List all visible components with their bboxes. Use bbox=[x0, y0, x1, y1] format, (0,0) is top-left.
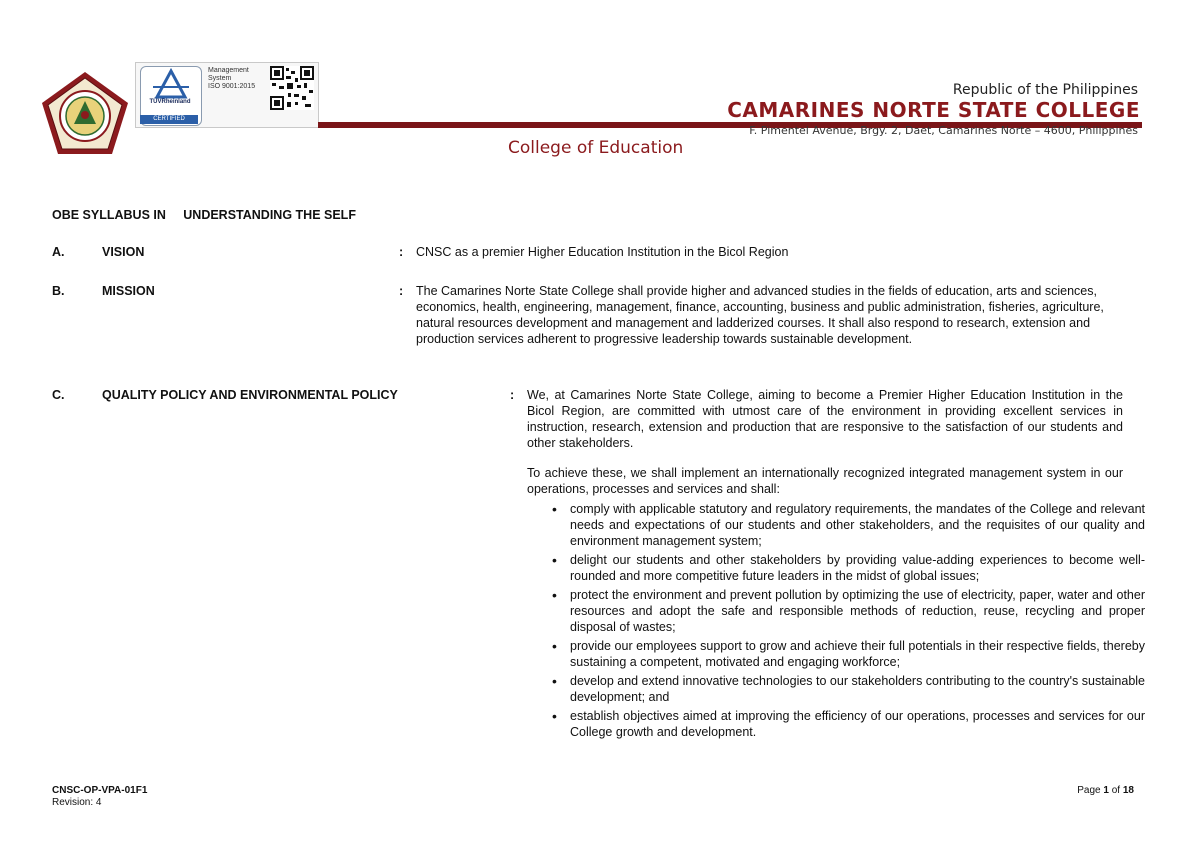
list-item: • protect the environment and prevent pollution by optimizing the use of electricity, paper, water and other resources and adopt the safe and responsible methods of reduction, reuse, recycling and proper disposal of wastes; bbox=[570, 587, 1145, 635]
section-letter-policy: C. bbox=[52, 388, 65, 402]
vision-text: CNSC as a premier Higher Education Institution in the Bicol Region bbox=[416, 245, 789, 259]
college-name: CAMARINES NORTE STATE COLLEGE bbox=[727, 98, 1140, 122]
mission-text: The Camarines Norte State College shall provide higher and advanced studies in the fields of education, arts and sciences, economics, health, engineering, management, finance, accounting, business and public administration, fisheries, agriculture, natural resources development and management and ladderized courses. It shall also respond to research, extension and production services adherent to progressive leadership towards sustainable development. bbox=[416, 284, 1104, 346]
certified-label: CERTIFIED bbox=[140, 115, 198, 124]
mgmt-line-3: ISO 9001:2015 bbox=[208, 83, 256, 90]
list-item: • establish objectives aimed at improving the efficiency of our operations, processes and services for our College growth and development. bbox=[570, 708, 1145, 740]
management-system-text bbox=[208, 67, 268, 91]
list-item: • provide our employees support to grow and achieve their full potentials in their respective fields, thereby sustaining a competent, motivated and engaging workforce; bbox=[570, 638, 1145, 670]
list-item: • comply with applicable statutory and regulatory requirements, the mandates of the College and relevant needs and expectations of our students and other stakeholders, and the requisites of our quality and environment management system; bbox=[570, 501, 1145, 549]
policy-paragraph-1: We, at Camarines Norte State College, aiming to become a Premier Higher Education Institution in the Bicol Region, are committed with utmost care of the environment in providing excellent services in instruction, research, extension and production that are responsive to the satisfaction of our students and other stakeholders. bbox=[527, 388, 1123, 450]
page-indicator bbox=[1077, 785, 1134, 796]
section-colon-mission: : bbox=[399, 284, 404, 298]
section-letter-mission: B. bbox=[52, 284, 65, 298]
qr-code-icon bbox=[270, 66, 314, 110]
department-title: College of Education bbox=[508, 138, 684, 158]
mgmt-line-2: System bbox=[208, 75, 232, 82]
list-item: • delight our students and other stakeholders by providing value-adding experiences to become well-rounded and more competitive future leaders in the midst of global issues; bbox=[570, 552, 1145, 584]
policy-paragraph-2: To achieve these, we shall implement an internationally recognized integrated management system in our operations, processes and services and shall: bbox=[527, 466, 1123, 496]
page-current: 1 bbox=[1103, 785, 1109, 796]
section-label-policy: QUALITY POLICY AND ENVIRONMENTAL POLICY bbox=[102, 388, 398, 402]
triangle-logo-icon bbox=[141, 67, 201, 101]
page-total: 18 bbox=[1122, 785, 1134, 796]
section-letter-vision: A. bbox=[52, 245, 65, 259]
college-seal-logo bbox=[40, 70, 130, 156]
policy-bullet-list bbox=[548, 501, 1145, 743]
page-mid: of bbox=[1108, 785, 1123, 796]
section-colon-policy: : bbox=[510, 388, 515, 402]
revision-label: Revision: 4 bbox=[52, 797, 102, 808]
republic-label: Republic of the Philippines bbox=[952, 82, 1138, 98]
college-address: F. Pimentel Avenue, Brgy. 2, Daet, Camarines Norte – 4600, Philippines bbox=[749, 124, 1138, 137]
tuv-brand-text: TÜVRheinland bbox=[149, 99, 191, 105]
page-prefix: Page bbox=[1077, 785, 1104, 796]
syllabus-title: OBE SYLLABUS IN UNDERSTANDING THE SELF bbox=[52, 208, 356, 222]
mgmt-line-1: Management bbox=[208, 67, 249, 74]
section-colon-vision: : bbox=[399, 245, 404, 259]
document-code: CNSC-OP-VPA-01F1 bbox=[52, 785, 148, 796]
section-label-mission: MISSION bbox=[102, 284, 155, 298]
list-item: • develop and extend innovative technologies to our stakeholders contributing to the country's sustainable development; and bbox=[570, 673, 1145, 705]
section-label-vision: VISION bbox=[102, 245, 145, 259]
certification-badge bbox=[135, 62, 319, 128]
